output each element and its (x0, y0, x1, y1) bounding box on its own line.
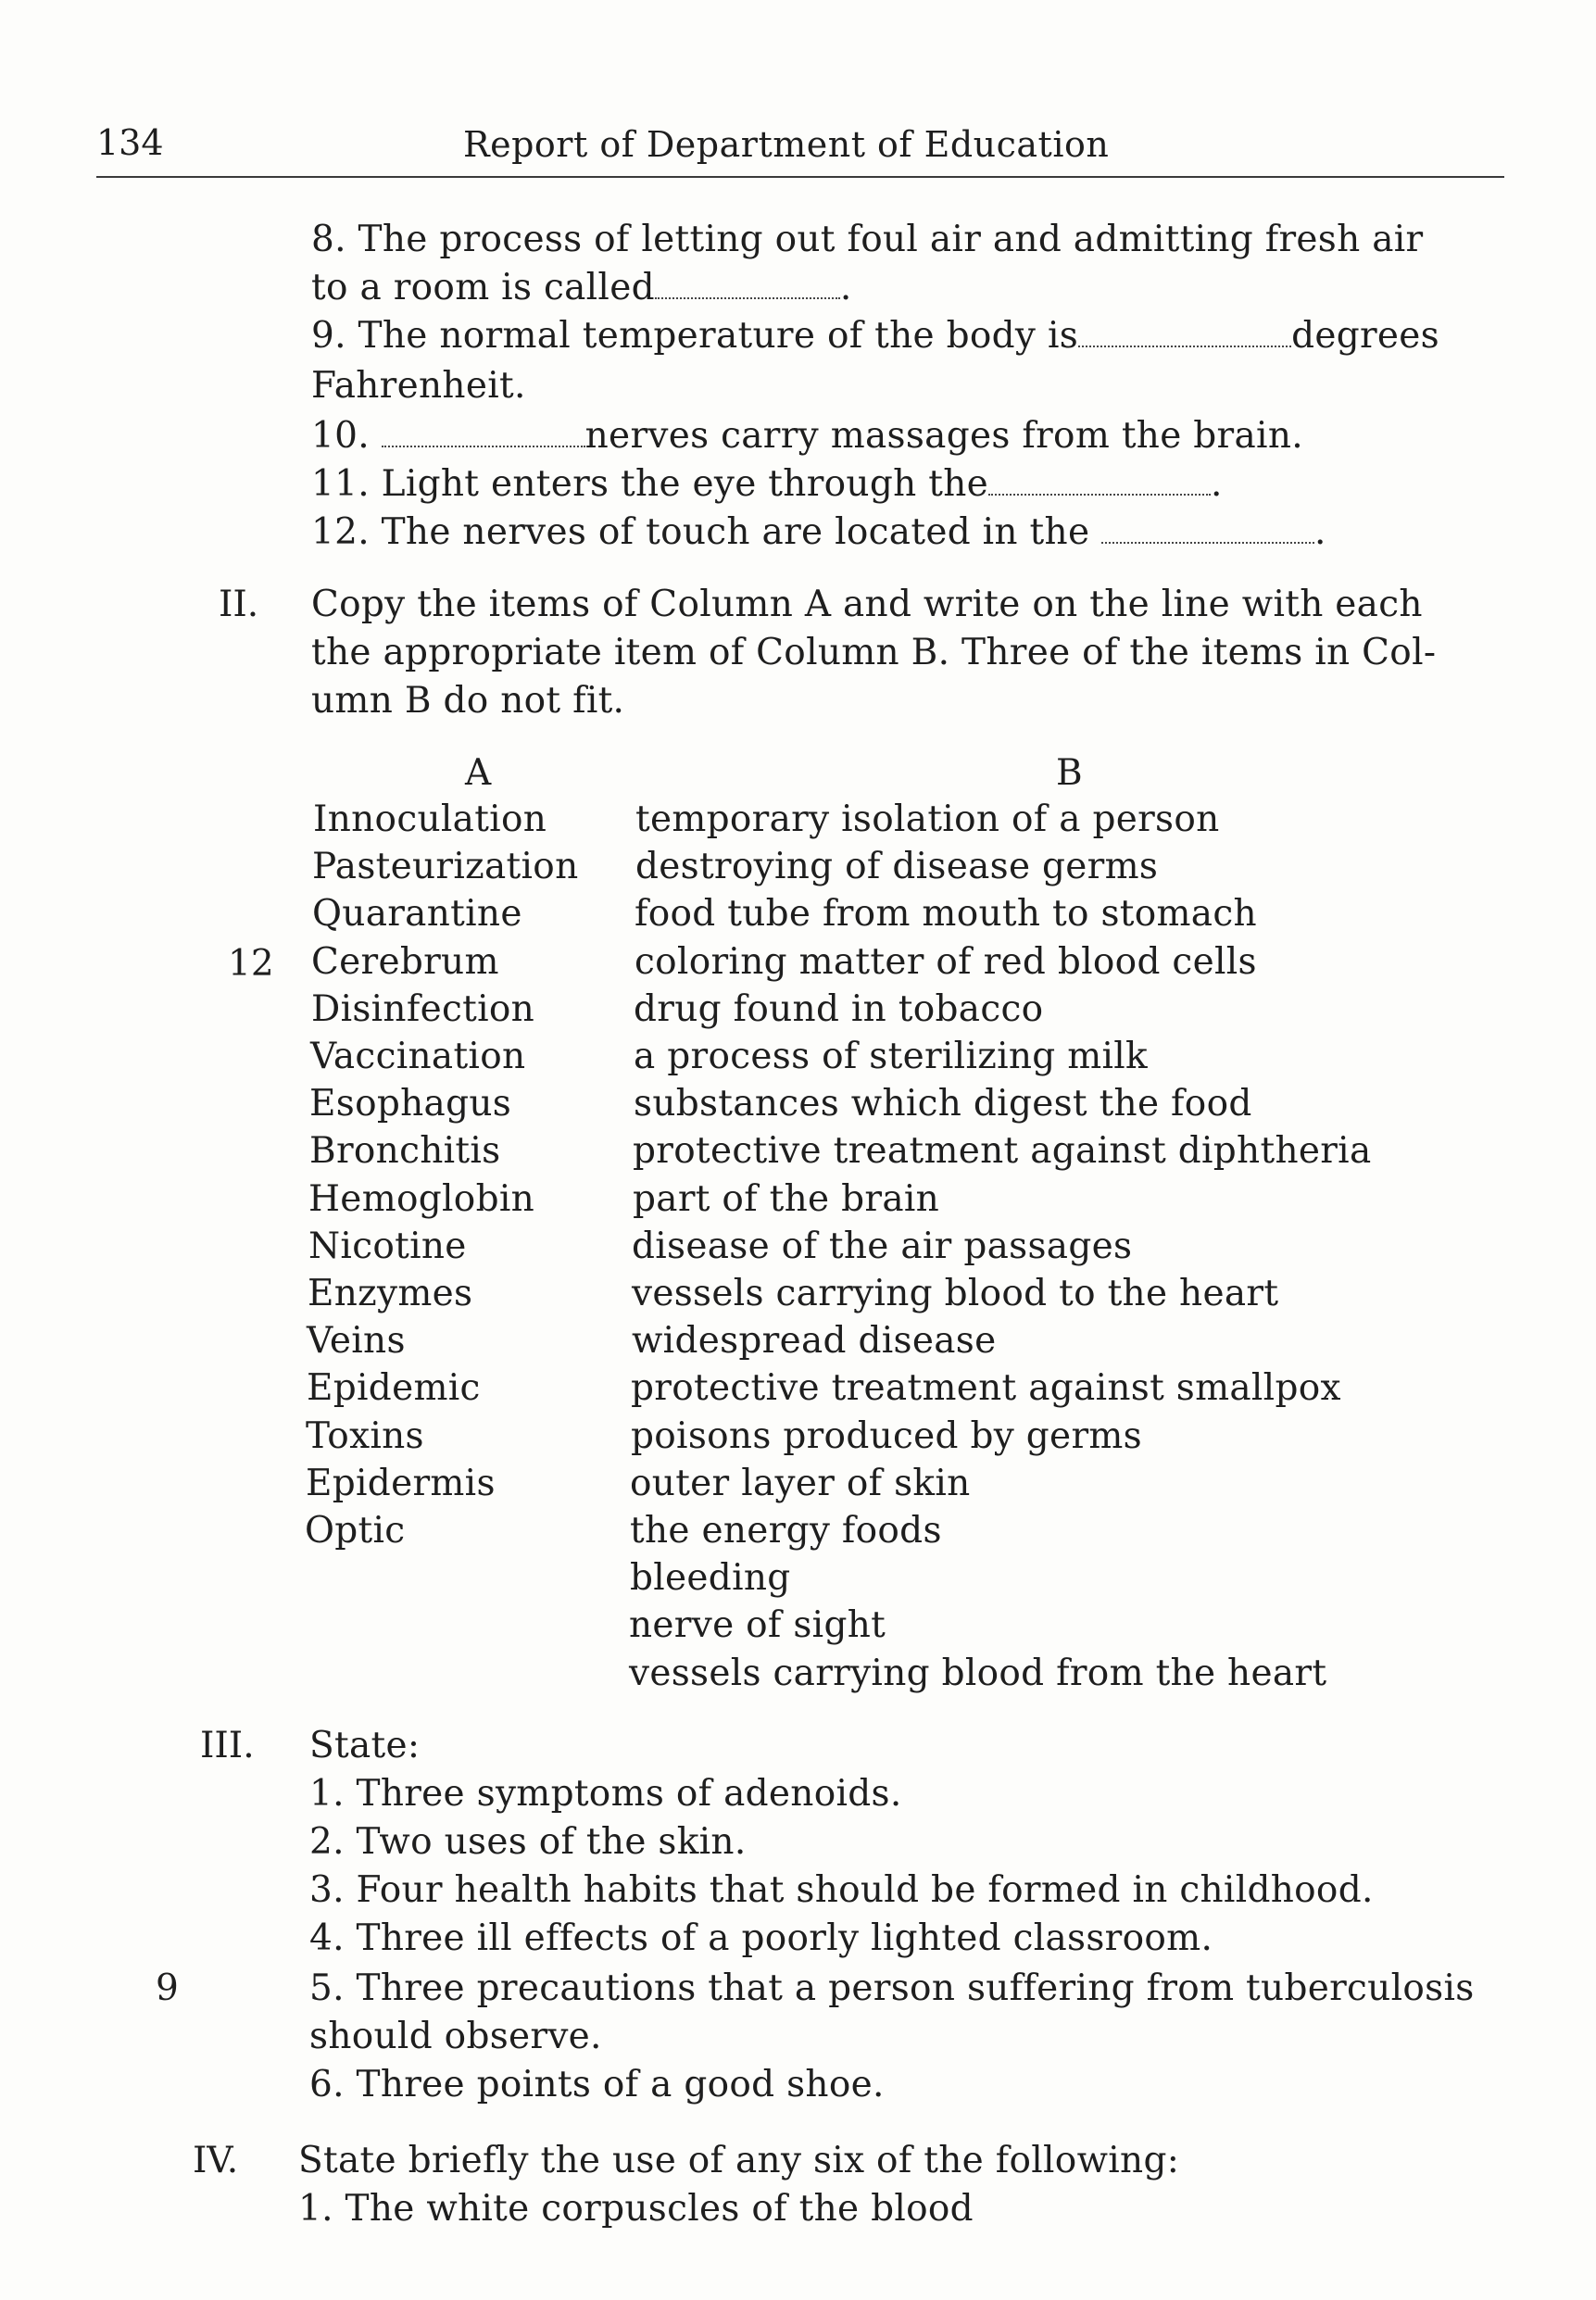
list-item: 4. Three ill effects of a poorly lighted classroom. (309, 1917, 1213, 1959)
question-8-line-2: to a room is called . (311, 267, 852, 308)
column-b-item: protective treatment against smallpox (631, 1367, 1341, 1409)
column-b-item: vessels carrying blood to the heart (632, 1273, 1279, 1314)
page-number: 134 (96, 122, 164, 163)
column-b-item: bleeding (630, 1557, 791, 1599)
list-item: 1. The white corpuscles of the blood (298, 2188, 974, 2230)
instructions-line-1: Copy the items of Column A and write on the line with each (311, 584, 1423, 625)
question-9-line-2: Fahrenheit. (311, 365, 526, 407)
column-a-item: Pasteurization (312, 846, 579, 887)
section-numeral-iii: III. (200, 1725, 255, 1766)
column-b-item: protective treatment against diphtheria (633, 1130, 1372, 1172)
column-a-item: Bronchitis (309, 1130, 501, 1172)
answer-blank (382, 440, 585, 447)
running-title: Report of Department of Education (463, 124, 1110, 165)
question-11: 11. Light enters the eye through the . (311, 463, 1223, 505)
score-margin-note: 9 (156, 1967, 179, 2009)
answer-blank (988, 488, 1211, 496)
column-b-item: part of the brain (633, 1178, 940, 1220)
column-b-item: outer layer of skin (630, 1463, 971, 1504)
list-item: 6. Three points of a good shoe. (309, 2064, 885, 2105)
column-b-item: poisons produced by germs (631, 1415, 1142, 1457)
list-item: 3. Four health habits that should be formed in childhood. (309, 1869, 1374, 1911)
instructions-line-3: umn B do not fit. (311, 680, 625, 722)
score-margin-note: 12 (228, 943, 274, 985)
column-a-item: Epidemic (307, 1367, 481, 1409)
column-b-item: substances which digest the food (634, 1083, 1252, 1125)
column-b-item: food tube from mouth to stomach (635, 893, 1257, 935)
list-item: 1. Three symptoms of adenoids. (309, 1773, 902, 1815)
section-numeral-iv: IV. (193, 2140, 239, 2181)
column-b-item: the energy foods (630, 1510, 942, 1552)
instructions-line-2: the appropriate item of Column B. Three of the items in Col- (311, 632, 1437, 673)
column-a-item: Optic (305, 1510, 406, 1552)
column-a-item: Veins (307, 1320, 406, 1362)
column-a-header: A (465, 752, 492, 794)
section-numeral-ii: II. (219, 584, 259, 625)
list-item: 5. Three precautions that a person suffering from tuberculosis (309, 1967, 1475, 2009)
column-b-header: B (1056, 752, 1083, 794)
column-b-item: drug found in tobacco (634, 988, 1044, 1030)
column-b-item: destroying of disease germs (635, 846, 1159, 887)
list-item: should observe. (309, 2016, 602, 2057)
question-8-line-1: 8. The process of letting out foul air and admitting fresh air (311, 219, 1424, 260)
section-iii-heading: State: (309, 1725, 421, 1766)
answer-blank (1101, 536, 1314, 544)
question-9-line-1: 9. The normal temperature of the body is degrees (311, 315, 1439, 357)
column-a-item: Nicotine (308, 1225, 467, 1267)
column-a-item: Hemoglobin (308, 1178, 535, 1220)
column-a-item: Disinfection (311, 988, 535, 1030)
column-b-item: widespread disease (632, 1320, 997, 1362)
column-a-item: Toxins (306, 1415, 424, 1457)
answer-blank (655, 292, 840, 299)
column-a-item: Vaccination (310, 1036, 526, 1077)
question-12: 12. The nerves of touch are located in the . (311, 511, 1326, 553)
column-b-item: a process of sterilizing milk (634, 1036, 1148, 1077)
column-a-item: Enzymes (308, 1273, 473, 1314)
column-a-item: Quarantine (312, 893, 522, 935)
column-b-item: vessels carrying blood from the heart (629, 1653, 1327, 1694)
header-rule (96, 176, 1504, 178)
list-item: 2. Two uses of the skin. (309, 1821, 747, 1863)
column-a-item: Esophagus (309, 1083, 512, 1125)
column-a-item: Epidermis (306, 1463, 496, 1504)
column-b-item: disease of the air passages (632, 1225, 1133, 1267)
answer-blank (1078, 340, 1291, 347)
column-a-item: Innoculation (313, 798, 547, 840)
column-b-item: nerve of sight (629, 1604, 886, 1646)
section-iv-heading: State briefly the use of any six of the following: (298, 2140, 1180, 2181)
column-b-item: temporary isolation of a person (635, 798, 1220, 840)
column-a-item: Cerebrum (311, 941, 499, 983)
column-b-item: coloring matter of red blood cells (635, 941, 1257, 983)
question-10: 10. nerves carry massages from the brain. (311, 415, 1303, 457)
